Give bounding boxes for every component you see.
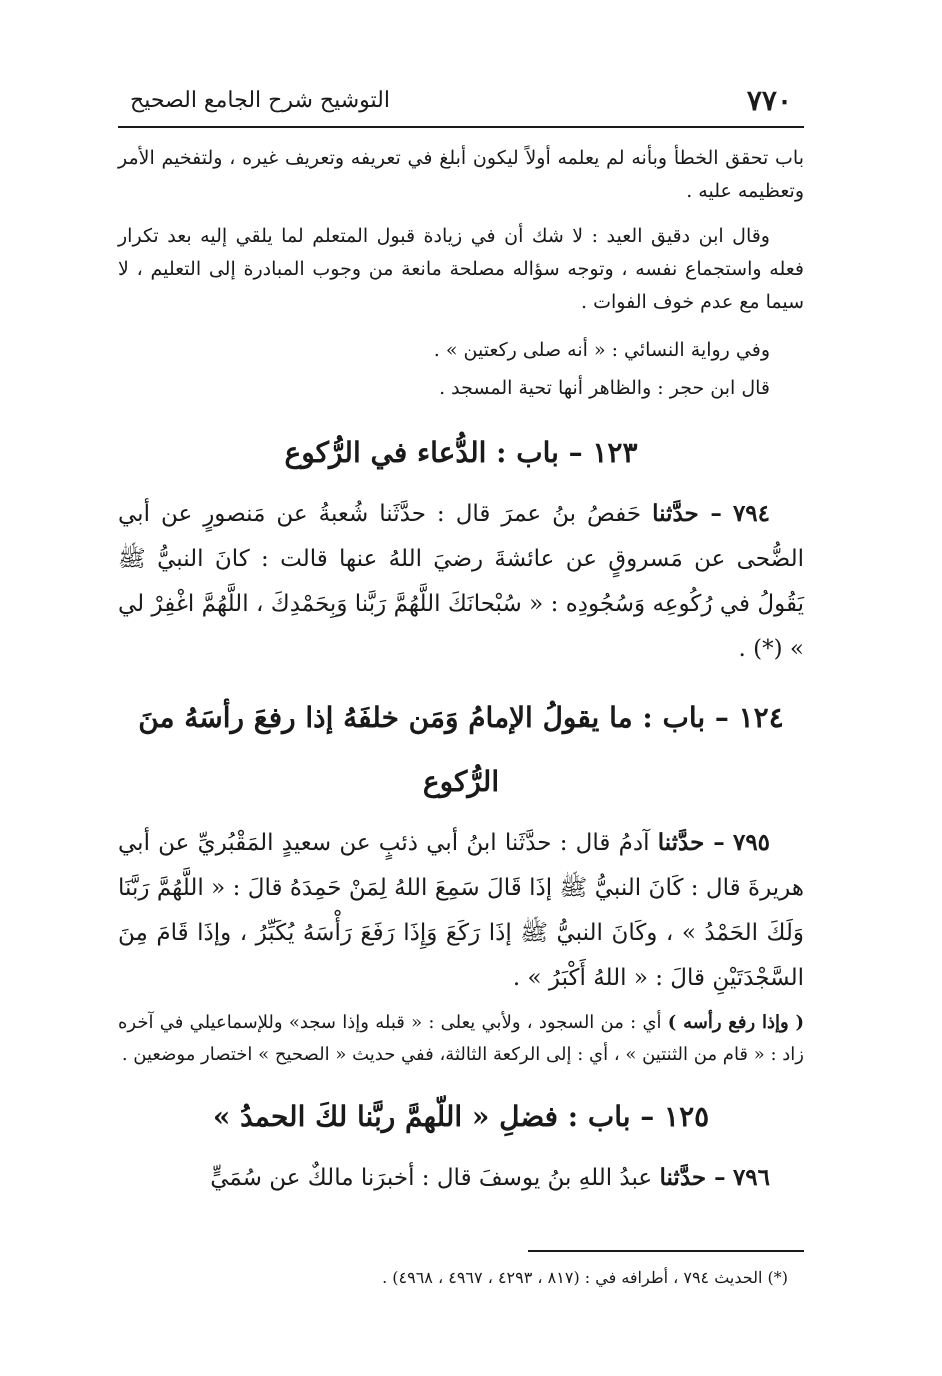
hadith-796 xyxy=(118,1155,804,1201)
footnote-rule xyxy=(528,1250,804,1252)
page-content xyxy=(118,142,804,1207)
opener-word: حدَّثنا xyxy=(652,500,699,527)
hadith-number: ٧٩٤ xyxy=(732,500,771,527)
explanation-text: أي : من السجود ، ولأبي يعلى : « قبله وإذا سجد» وللإسماعيلي في آخره زاد : « قام من الثنتين » ، أي : إلى الركعة الثالثة، ففي حديث « الصحيح » اختصار موضعين . xyxy=(118,1012,804,1065)
hadith-794 xyxy=(118,491,804,672)
narration-opener: – حدَّثنا xyxy=(659,1164,726,1191)
commentary-line: قال ابن حجر : والظاهر أنها تحية المسجد . xyxy=(439,377,770,399)
hadith-text: حَفصُ بنُ عمرَ قال : حدَّثَنا شُعبةُ عن مَنصورٍ عن أبي الضُّحى عن مَسروقٍ عن عائشةَ رضيَ اللهُ عنها قالت : كانَ النبيُّ ﷺ يَقُولُ في رُكُوعِه وَسُجُودِه : « سُبْحانَكَ اللَّهُمَّ رَبَّنا وَبِحَمْدِكَ ، اللَّهُمَّ اغْفِرْ لي » (*) . xyxy=(118,501,804,662)
chapter-heading-125: ١٢٥ – باب : فضلِ « اللّهمَّ ربَّنا لكَ الحمدُ » xyxy=(212,1100,710,1133)
running-title: التوشيح شرح الجامع الصحيح xyxy=(130,88,390,113)
commentary-line: وفي رواية النسائي : « أنه صلى ركعتين » . xyxy=(433,339,770,361)
hadith-795 xyxy=(118,820,804,1001)
opener-word: حدَّثنا xyxy=(657,829,705,856)
hadith-text: عبدُ اللهِ بنُ يوسفَ قال : أخبرَنا مالكٌ عن سُمَيٍّ xyxy=(210,1165,653,1191)
hadith-number: ٧٩٥ xyxy=(732,829,771,856)
header-rule xyxy=(118,126,804,128)
chapter-heading-123: ١٢٣ – باب : الدُّعاء في الرُّكوع xyxy=(284,436,638,469)
commentary-paragraph: وقال ابن دقيق العيد : لا شك أن في زيادة قبول المتعلم لما يلقي إليه بعد تكرار فعله واستجماع نفسه ، وتوجه سؤاله مصلحة مانعة من وجوب المبادرة إلى التعليم ، لا سيما مع عدم خوف الفوات . xyxy=(118,225,804,313)
page-header xyxy=(118,84,804,132)
hadith-text: آدمُ قال : حدَّثَنا ابنُ أبي ذئبٍ عن سعيدٍ المَقْبُريِّ عن أبي هريرةَ قال : كَانَ النبيُّ ﷺ إذَا قَالَ سَمِعَ اللهُ لِمَنْ حَمِدَهُ قالَ : « اللَّهُمَّ رَبَّنَا وَلَكَ الحَمْدُ » ، وكَانَ النبيُّ ﷺ إذَا رَكَعَ وَإِذَا رَفَعَ رَأْسَهُ يُكَبِّرُ ، وإذَا قَامَ مِنَ السَّجْدَتَيْنِ قالَ : « اللهُ أَكْبَرُ » . xyxy=(118,830,804,991)
commentary-paragraph: باب تحقق الخطأ وبأنه لم يعلمه أولاً ليكون أبلغ في تعريفه وتعريف غيره ، ولتفخيم الأمر وتعظيمه عليه . xyxy=(118,147,804,202)
book-page xyxy=(118,70,804,1320)
opener-word: حدَّثنا xyxy=(659,1164,707,1191)
explanation-paragraph xyxy=(118,1007,804,1071)
chapter-heading-124: ١٢٤ – باب : ما يقولُ الإمامُ وَمَن خلفَهُ إذا رفعَ رأسَهُ منَ الرُّكوع xyxy=(138,701,784,798)
page-number: ٧٧٠ xyxy=(746,84,792,117)
explanation-keyword: ( وإذا رفع رأسه ) xyxy=(667,1012,804,1033)
narration-opener: – حدَّثنا xyxy=(657,829,725,856)
hadith-number: ٧٩٦ xyxy=(732,1164,770,1191)
footnote: (*) الحديث ٧٩٤ ، أطرافه في : (٨١٧ ، ٤٢٩٣ ، ٤٩٦٧ ، ٤٩٦٨) . xyxy=(382,1268,788,1287)
narration-opener: – حدَّثنا xyxy=(652,500,722,527)
